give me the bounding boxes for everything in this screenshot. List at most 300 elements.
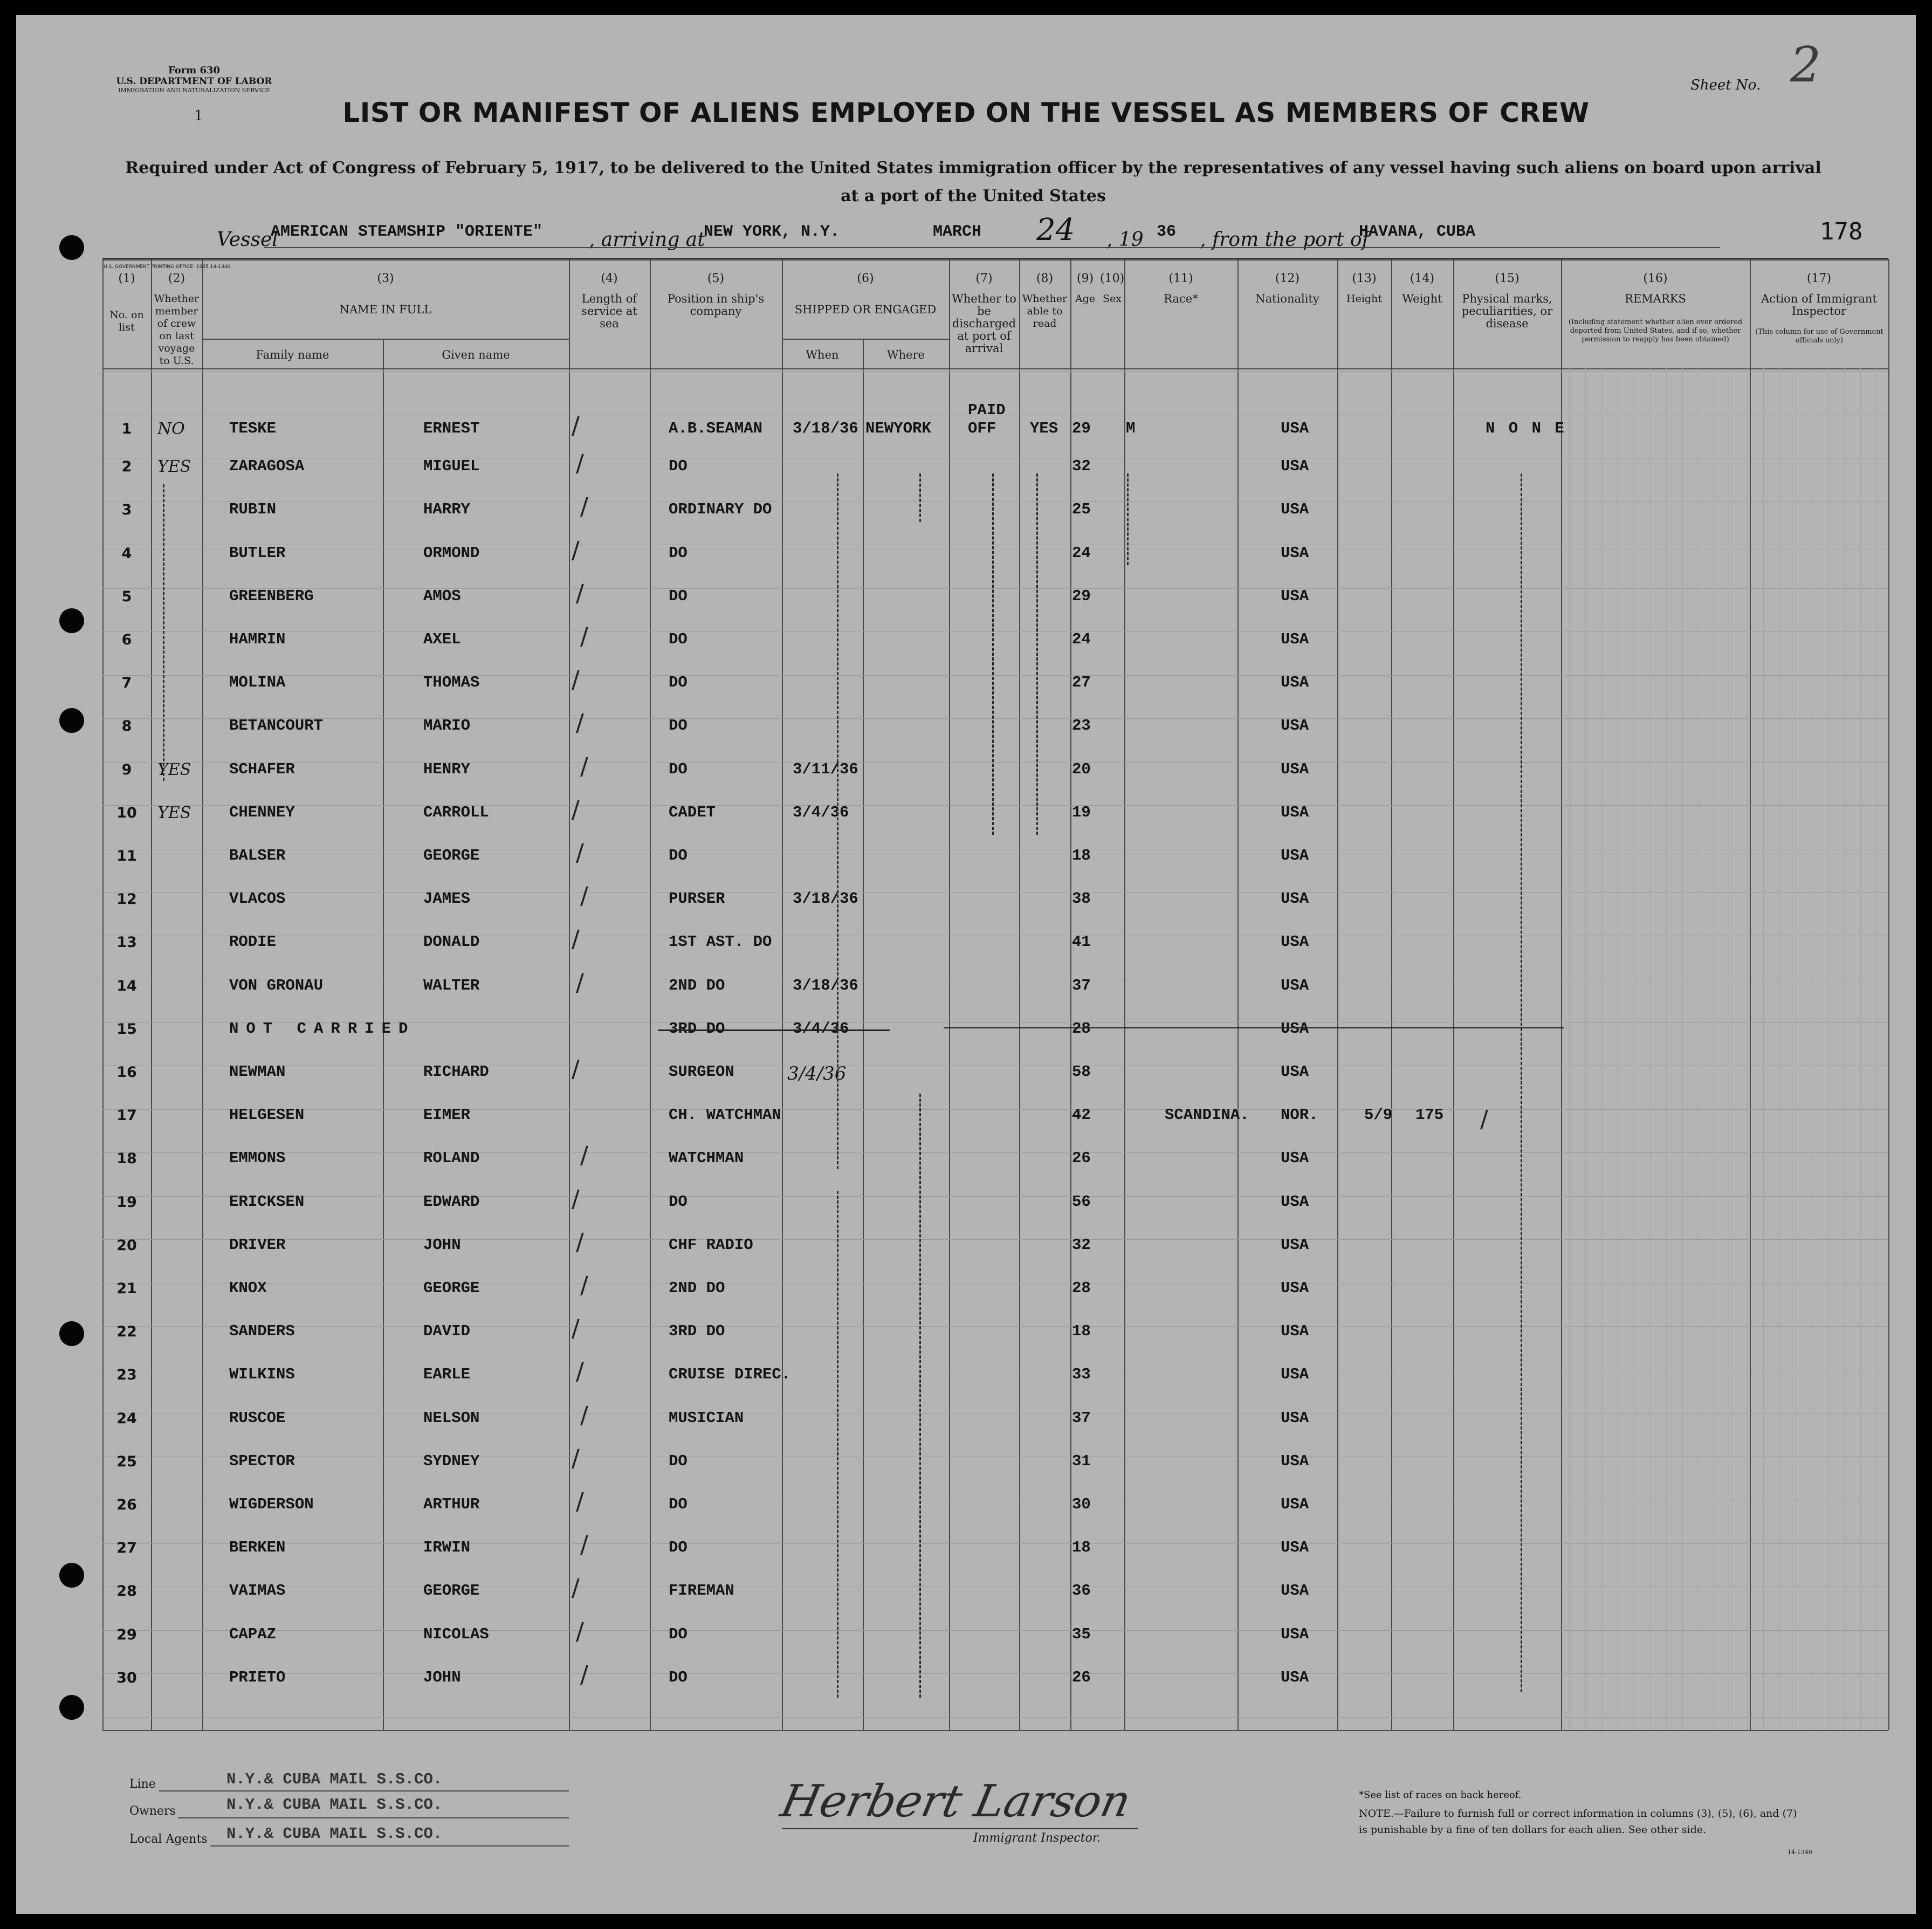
given-name-cell: NELSON bbox=[423, 1409, 480, 1427]
column-header-1: No. on list bbox=[109, 309, 144, 333]
check-mark: ∕ bbox=[572, 1574, 580, 1602]
column-number-15: (15) bbox=[1495, 272, 1520, 285]
column-number-9: (9) bbox=[1076, 272, 1094, 285]
nationality-cell: USA bbox=[1281, 1193, 1309, 1211]
row-number: 1 bbox=[121, 421, 132, 437]
shipped-where-cell: NEWYORK bbox=[865, 420, 931, 437]
column-separator bbox=[949, 259, 950, 1730]
check-mark: ∕ bbox=[1480, 1106, 1488, 1133]
when-header: When bbox=[806, 348, 839, 361]
shipped-when-cell: 3/18/36 bbox=[793, 977, 858, 994]
fine-grid-line bbox=[1569, 368, 1570, 1730]
last-voyage-cell: YES bbox=[157, 457, 191, 476]
row-grid-line bbox=[102, 1196, 1888, 1197]
fine-grid-line bbox=[1666, 368, 1667, 1730]
column-number-11: (11) bbox=[1168, 272, 1193, 285]
given-name-header: Given name bbox=[442, 348, 510, 361]
nationality-cell: USA bbox=[1281, 1236, 1309, 1254]
column-separator bbox=[782, 259, 783, 1730]
given-name-cell: NICOLAS bbox=[423, 1625, 489, 1643]
row-number: 11 bbox=[116, 848, 137, 864]
column-header-7: Whether to be discharged at port of arrival bbox=[952, 292, 1016, 355]
age-cell: 26 bbox=[1072, 1149, 1091, 1167]
nationality-cell: USA bbox=[1281, 1020, 1309, 1038]
check-mark: ∕ bbox=[576, 839, 584, 867]
row-number: 18 bbox=[116, 1150, 137, 1167]
shipped-subcolumn-separator bbox=[863, 339, 864, 1730]
row-grid-line bbox=[102, 1673, 1888, 1674]
position-cell: DO bbox=[669, 1625, 687, 1643]
given-name-cell: ERNEST bbox=[423, 420, 480, 437]
shipped-when-cell: 3/18/36 bbox=[793, 890, 858, 908]
family-name-cell: RODIE bbox=[229, 933, 277, 951]
given-name-cell: GEORGE bbox=[423, 1279, 480, 1297]
row-number: 20 bbox=[116, 1237, 137, 1254]
position-cell: 3RD DO bbox=[669, 1020, 725, 1038]
age-cell: 29 bbox=[1072, 420, 1091, 437]
given-name-cell: ARTHUR bbox=[423, 1495, 480, 1513]
inspector-signature: Herbert Larson bbox=[776, 1776, 1136, 1827]
family-name-cell: ZARAGOSA bbox=[229, 457, 305, 475]
given-name-cell: JOHN bbox=[423, 1669, 461, 1686]
column-number-12: (12) bbox=[1275, 272, 1300, 285]
check-mark: ∕ bbox=[576, 1358, 584, 1385]
row-number: 8 bbox=[121, 718, 132, 734]
family-name-cell: NOT CARRIED bbox=[229, 1020, 416, 1038]
page-mark: 1 bbox=[194, 108, 203, 124]
age-cell: 30 bbox=[1072, 1495, 1091, 1513]
position-cell: WATCHMAN bbox=[669, 1149, 744, 1167]
ditto-mark bbox=[992, 473, 994, 835]
row-number: 23 bbox=[116, 1367, 137, 1383]
penalty-note: NOTE.—Failure to furnish full or correct information in columns (3), (5), (6), and (7) is punishable by a fine of ten dollars for each alien. See other side. bbox=[1359, 1808, 1797, 1836]
age-cell: 31 bbox=[1072, 1452, 1091, 1470]
vessel-label: Vessel bbox=[217, 229, 278, 251]
check-mark: ∕ bbox=[576, 580, 584, 607]
column-separator bbox=[151, 259, 152, 1730]
family-name-cell: WIGDERSON bbox=[229, 1495, 314, 1513]
check-mark: ∕ bbox=[576, 709, 584, 737]
height-cell: 5/9 bbox=[1364, 1106, 1393, 1124]
column-header-17: Action of Immigrant Inspector bbox=[1761, 292, 1877, 318]
row-grid-line bbox=[102, 1326, 1888, 1327]
age-cell: 36 bbox=[1072, 1582, 1091, 1600]
nationality-cell: USA bbox=[1281, 977, 1309, 994]
position-cell: SURGEON bbox=[669, 1063, 734, 1081]
row-number: 19 bbox=[116, 1194, 137, 1211]
column-number-16: (16) bbox=[1643, 272, 1668, 285]
row-number: 7 bbox=[121, 675, 132, 691]
given-name-cell: HENRY bbox=[423, 760, 471, 778]
physical-marks-cell: N O N E bbox=[1486, 420, 1566, 437]
family-name-header: Family name bbox=[256, 348, 329, 361]
nationality-cell: USA bbox=[1281, 804, 1309, 821]
position-cell: DO bbox=[669, 1452, 687, 1470]
given-name-cell: CARROLL bbox=[423, 804, 489, 821]
age-cell: 41 bbox=[1072, 933, 1091, 951]
fine-grid-line bbox=[1876, 368, 1877, 1730]
shipped-when-cell: 3/18/36 bbox=[793, 420, 858, 437]
family-name-cell: CHENNEY bbox=[229, 804, 295, 821]
position-cell: 3RD DO bbox=[669, 1322, 725, 1340]
nationality-cell: USA bbox=[1281, 1539, 1309, 1556]
position-cell: A.B.SEAMAN bbox=[669, 420, 763, 437]
nationality-cell: NOR. bbox=[1281, 1106, 1318, 1124]
family-name-cell: BALSER bbox=[229, 847, 286, 864]
line-label: Line bbox=[129, 1777, 156, 1791]
row-grid-line bbox=[102, 1239, 1888, 1240]
nationality-cell: USA bbox=[1281, 1149, 1309, 1167]
column-separator bbox=[1070, 259, 1071, 1730]
family-name-cell: SANDERS bbox=[229, 1322, 295, 1340]
column-separator bbox=[1453, 259, 1454, 1730]
nationality-cell: USA bbox=[1281, 1582, 1309, 1600]
given-name-cell: WALTER bbox=[423, 977, 480, 994]
given-name-cell: AXEL bbox=[423, 630, 461, 648]
given-name-cell: RICHARD bbox=[423, 1063, 489, 1081]
column-header-15: Physical marks, peculiarities, or disease bbox=[1461, 292, 1553, 330]
column-separator bbox=[1391, 259, 1392, 1730]
position-cell: DO bbox=[669, 847, 687, 864]
column-header-13: Height bbox=[1346, 293, 1382, 305]
family-name-cell: PRIETO bbox=[229, 1669, 286, 1686]
nationality-cell: USA bbox=[1281, 500, 1309, 518]
family-name-cell: GREENBERG bbox=[229, 587, 314, 605]
year-prefix: , 19 bbox=[1106, 229, 1144, 251]
family-name-cell: CAPAZ bbox=[229, 1625, 277, 1643]
position-cell: DO bbox=[669, 587, 687, 605]
nationality-cell: USA bbox=[1281, 890, 1309, 908]
department-block bbox=[97, 65, 291, 94]
column-header-11: Race* bbox=[1164, 292, 1198, 305]
last-voyage-cell: YES bbox=[157, 760, 191, 779]
given-name-cell: ROLAND bbox=[423, 1149, 480, 1167]
agents-underline bbox=[210, 1845, 569, 1846]
column-number-3: (3) bbox=[377, 272, 394, 285]
family-name-cell: VLACOS bbox=[229, 890, 286, 908]
row-grid-line bbox=[102, 1543, 1888, 1544]
binder-hole bbox=[59, 1563, 84, 1588]
family-name-cell: BERKEN bbox=[229, 1539, 286, 1556]
ditto-mark bbox=[837, 1191, 838, 1698]
row-number: 6 bbox=[121, 631, 132, 648]
form-code: 14-1340 bbox=[1787, 1849, 1812, 1856]
nationality-cell: USA bbox=[1281, 587, 1309, 605]
column-number-4: (4) bbox=[601, 272, 618, 285]
race-cell: SCANDINA. bbox=[1165, 1106, 1249, 1124]
row-grid-line bbox=[102, 1109, 1888, 1110]
column-separator bbox=[1888, 259, 1889, 1730]
nationality-cell: USA bbox=[1281, 1495, 1309, 1513]
position-cell: CRUISE DIREC. bbox=[669, 1365, 791, 1383]
nationality-cell: USA bbox=[1281, 1365, 1309, 1383]
check-mark: ∕ bbox=[572, 666, 580, 694]
check-mark: ∕ bbox=[572, 1445, 580, 1472]
column-header-2: Whether member of crew on last voyage to U.S. bbox=[154, 293, 200, 367]
position-cell: DO bbox=[669, 1495, 687, 1513]
ditto-mark bbox=[1521, 473, 1522, 1692]
column-number-6: (6) bbox=[857, 272, 874, 285]
family-name-cell: SPECTOR bbox=[229, 1452, 295, 1470]
age-cell: 24 bbox=[1072, 630, 1091, 648]
age-cell: 29 bbox=[1072, 587, 1091, 605]
row-number: 4 bbox=[121, 545, 132, 562]
fine-grid-line bbox=[1682, 368, 1683, 1730]
row-number: 26 bbox=[116, 1496, 137, 1513]
row-number: 9 bbox=[121, 761, 132, 778]
position-cell: CH. WATCHMAN bbox=[669, 1106, 781, 1124]
check-mark: ∕ bbox=[572, 1055, 580, 1083]
signature-underline bbox=[782, 1828, 1138, 1829]
column-separator bbox=[102, 259, 104, 1730]
fine-grid-line bbox=[1844, 368, 1845, 1730]
age-cell: 28 bbox=[1072, 1279, 1091, 1297]
age-cell: 26 bbox=[1072, 1669, 1091, 1686]
vessel-underline bbox=[264, 247, 1720, 248]
position-cell: DO bbox=[669, 544, 687, 562]
given-name-cell: EIMER bbox=[423, 1106, 471, 1124]
check-mark: ∕ bbox=[576, 450, 584, 477]
family-name-cell: RUBIN bbox=[229, 500, 277, 518]
discharged-cell-line2: OFF bbox=[968, 420, 996, 437]
age-cell: 56 bbox=[1072, 1193, 1091, 1211]
row-number: 10 bbox=[116, 805, 137, 821]
position-cell: DO bbox=[669, 717, 687, 734]
age-cell: 28 bbox=[1072, 1020, 1091, 1038]
remarks-note: (Including statement whether alien ever ordered deported from United States, and if so, whether permission to reapply has been obtained) bbox=[1568, 318, 1743, 344]
binder-hole bbox=[59, 1695, 84, 1720]
row-number: 29 bbox=[116, 1626, 137, 1643]
position-cell: 2ND DO bbox=[669, 977, 725, 994]
row-grid-line bbox=[102, 805, 1888, 806]
table-bottom-rule bbox=[102, 1730, 1888, 1731]
sex-cell: M bbox=[1126, 420, 1136, 437]
ditto-mark bbox=[837, 473, 838, 1169]
age-cell: 25 bbox=[1072, 500, 1091, 518]
column-header-9: Age bbox=[1075, 293, 1096, 305]
row-grid-line bbox=[102, 762, 1888, 763]
given-name-cell: HARRY bbox=[423, 500, 471, 518]
column-header-5: Position in ship's company bbox=[667, 292, 765, 318]
fine-grid-line bbox=[1860, 368, 1861, 1730]
strike-line bbox=[944, 1027, 1564, 1028]
binder-hole bbox=[59, 1321, 84, 1346]
nationality-cell: USA bbox=[1281, 457, 1309, 475]
row-grid-line bbox=[102, 588, 1888, 589]
given-name-cell: GEORGE bbox=[423, 1582, 480, 1600]
age-cell: 33 bbox=[1072, 1365, 1091, 1383]
family-name-cell: TESKE bbox=[229, 420, 277, 437]
shipped-when-cell: 3/4/36 bbox=[793, 804, 849, 821]
nationality-cell: USA bbox=[1281, 1452, 1309, 1470]
column-separator bbox=[1561, 259, 1562, 1730]
agents-label: Local Agents bbox=[129, 1832, 208, 1846]
age-cell: 18 bbox=[1072, 1539, 1091, 1556]
nationality-cell: USA bbox=[1281, 847, 1309, 864]
row-grid-line bbox=[102, 675, 1888, 676]
check-mark: ∕ bbox=[572, 1185, 580, 1213]
subtitle: Required under Act of Congress of February 5, 1917, to be delivered to the United States immigration officer by the representatives of any vessel having such aliens on board upon arrival at a port of the United States bbox=[125, 159, 1821, 205]
line-underline bbox=[159, 1790, 569, 1791]
family-name-cell: EMMONS bbox=[229, 1149, 286, 1167]
stamp-number: 178 bbox=[1820, 218, 1863, 245]
row-grid-line bbox=[102, 1717, 1888, 1718]
column-separator bbox=[1237, 259, 1239, 1730]
nationality-cell: USA bbox=[1281, 1063, 1309, 1081]
line-value: N.Y.& CUBA MAIL S.S.CO. bbox=[226, 1770, 443, 1788]
manifest-sheet bbox=[16, 15, 1916, 1914]
given-name-cell: GEORGE bbox=[423, 847, 480, 864]
column-header-12: Nationality bbox=[1255, 292, 1319, 305]
column-header-4: Length of service at sea bbox=[581, 292, 637, 330]
owners-value: N.Y.& CUBA MAIL S.S.CO. bbox=[226, 1796, 443, 1814]
arriving-label: , arriving at bbox=[589, 229, 705, 251]
check-mark: ∕ bbox=[576, 1228, 584, 1256]
sheet-label: Sheet No. bbox=[1690, 77, 1761, 93]
given-name-cell: SYDNEY bbox=[423, 1452, 480, 1470]
check-mark: ∕ bbox=[580, 1661, 588, 1688]
age-cell: 32 bbox=[1072, 457, 1091, 475]
family-name-cell: MOLINA bbox=[229, 674, 286, 691]
nationality-cell: USA bbox=[1281, 760, 1309, 778]
position-cell: DO bbox=[669, 760, 687, 778]
shipped-when-cell: 3/11/36 bbox=[793, 760, 858, 778]
row-number: 17 bbox=[116, 1107, 137, 1124]
age-cell: 24 bbox=[1072, 544, 1091, 562]
column-separator bbox=[650, 259, 651, 1730]
strike-line bbox=[658, 1029, 890, 1031]
age-cell: 18 bbox=[1072, 1322, 1091, 1340]
binder-hole bbox=[59, 235, 84, 260]
given-name-cell: THOMAS bbox=[423, 674, 480, 691]
row-number: 15 bbox=[116, 1021, 137, 1038]
nationality-cell: USA bbox=[1281, 1322, 1309, 1340]
shipped-when-cell: 3/4/36 bbox=[787, 1063, 847, 1084]
fine-grid-line bbox=[1585, 368, 1586, 1730]
position-cell: DO bbox=[669, 674, 687, 691]
position-cell: DO bbox=[669, 457, 687, 475]
position-cell: CHF RADIO bbox=[669, 1236, 753, 1254]
nationality-cell: USA bbox=[1281, 1409, 1309, 1427]
column-number-1: (1) bbox=[118, 272, 135, 285]
nationality-cell: USA bbox=[1281, 1625, 1309, 1643]
family-name-cell: SCHAFER bbox=[229, 760, 295, 778]
check-mark: ∕ bbox=[580, 1272, 588, 1299]
column-number-14: (14) bbox=[1410, 272, 1435, 285]
fine-grid-line bbox=[1779, 368, 1780, 1730]
shipped-when-cell: 3/4/36 bbox=[793, 1020, 849, 1038]
given-name-cell: ORMOND bbox=[423, 544, 480, 562]
position-cell: DO bbox=[669, 1193, 687, 1211]
nationality-cell: USA bbox=[1281, 630, 1309, 648]
family-name-cell: RUSCOE bbox=[229, 1409, 286, 1427]
check-mark: ∕ bbox=[576, 1618, 584, 1645]
fine-grid-line bbox=[1747, 368, 1748, 1730]
printer-credit: U.S. GOVERNMENT PRINTING OFFICE: 1935 14-1340 bbox=[104, 264, 231, 270]
row-number: 13 bbox=[116, 934, 137, 951]
arrival-year: 36 bbox=[1157, 223, 1177, 241]
nationality-cell: USA bbox=[1281, 1279, 1309, 1297]
age-cell: 20 bbox=[1072, 760, 1091, 778]
form-number: Form 630 bbox=[168, 65, 221, 76]
column-number-8: (8) bbox=[1036, 272, 1054, 285]
column-header-3: NAME IN FULL bbox=[339, 303, 432, 316]
age-cell: 38 bbox=[1072, 890, 1091, 908]
column-number-10: (10) bbox=[1100, 272, 1125, 285]
ditto-mark bbox=[1036, 473, 1038, 835]
fine-grid-line bbox=[1601, 368, 1602, 1730]
row-grid-line bbox=[102, 631, 1888, 632]
check-mark: ∕ bbox=[572, 796, 580, 823]
given-name-cell: EARLE bbox=[423, 1365, 471, 1383]
age-cell: 23 bbox=[1072, 717, 1091, 734]
row-number: 30 bbox=[116, 1670, 137, 1686]
check-mark: ∕ bbox=[580, 623, 588, 650]
row-grid-line bbox=[102, 1630, 1888, 1631]
nationality-cell: USA bbox=[1281, 674, 1309, 691]
shipped-subheader-rule bbox=[782, 339, 949, 340]
row-number: 24 bbox=[116, 1410, 137, 1427]
column-number-2: (2) bbox=[168, 272, 185, 285]
binder-hole bbox=[59, 608, 84, 633]
column-header-16: REMARKS bbox=[1625, 292, 1686, 305]
ditto-mark bbox=[919, 1094, 921, 1698]
ditto-mark bbox=[163, 484, 164, 781]
from-port: HAVANA, CUBA bbox=[1359, 223, 1476, 241]
family-name-cell: DRIVER bbox=[229, 1236, 286, 1254]
age-cell: 32 bbox=[1072, 1236, 1091, 1254]
agents-value: N.Y.& CUBA MAIL S.S.CO. bbox=[226, 1825, 443, 1843]
check-mark: ∕ bbox=[572, 537, 580, 564]
row-number: 25 bbox=[116, 1453, 137, 1470]
check-mark: ∕ bbox=[572, 1315, 580, 1342]
check-mark: ∕ bbox=[572, 925, 580, 953]
family-name-cell: WILKINS bbox=[229, 1365, 295, 1383]
position-cell: 2ND DO bbox=[669, 1279, 725, 1297]
family-name-cell: ERICKSEN bbox=[229, 1193, 305, 1211]
nationality-cell: USA bbox=[1281, 933, 1309, 951]
fine-grid-line bbox=[1763, 368, 1764, 1730]
row-number: 12 bbox=[116, 891, 137, 908]
name-subheader-rule bbox=[202, 339, 569, 340]
given-name-cell: DONALD bbox=[423, 933, 480, 951]
column-separator bbox=[1750, 259, 1751, 1730]
position-cell: CADET bbox=[669, 804, 716, 821]
nationality-cell: USA bbox=[1281, 544, 1309, 562]
position-cell: 1ST AST. DO bbox=[669, 933, 772, 951]
service: IMMIGRATION AND NATURALIZATION SERVICE bbox=[118, 87, 270, 94]
family-name-cell: HAMRIN bbox=[229, 630, 286, 648]
family-name-cell: NEWMAN bbox=[229, 1063, 286, 1081]
given-name-cell: AMOS bbox=[423, 587, 461, 605]
family-name-cell: KNOX bbox=[229, 1279, 267, 1297]
check-mark: ∕ bbox=[580, 1531, 588, 1559]
row-number: 14 bbox=[116, 978, 137, 994]
row-number: 2 bbox=[121, 458, 132, 475]
table-top-rule bbox=[102, 258, 1888, 260]
given-name-cell: MIGUEL bbox=[423, 457, 480, 475]
given-name-cell: EDWARD bbox=[423, 1193, 480, 1211]
check-mark: ∕ bbox=[576, 969, 584, 997]
sheet-number: 2 bbox=[1790, 37, 1821, 93]
age-cell: 37 bbox=[1072, 977, 1091, 994]
age-cell: 18 bbox=[1072, 847, 1091, 864]
position-cell: MUSICIAN bbox=[669, 1409, 744, 1427]
able-to-read-cell: YES bbox=[1030, 420, 1058, 437]
check-mark: ∕ bbox=[576, 1488, 584, 1515]
last-voyage-cell: NO bbox=[157, 420, 185, 438]
age-cell: 37 bbox=[1072, 1409, 1091, 1427]
